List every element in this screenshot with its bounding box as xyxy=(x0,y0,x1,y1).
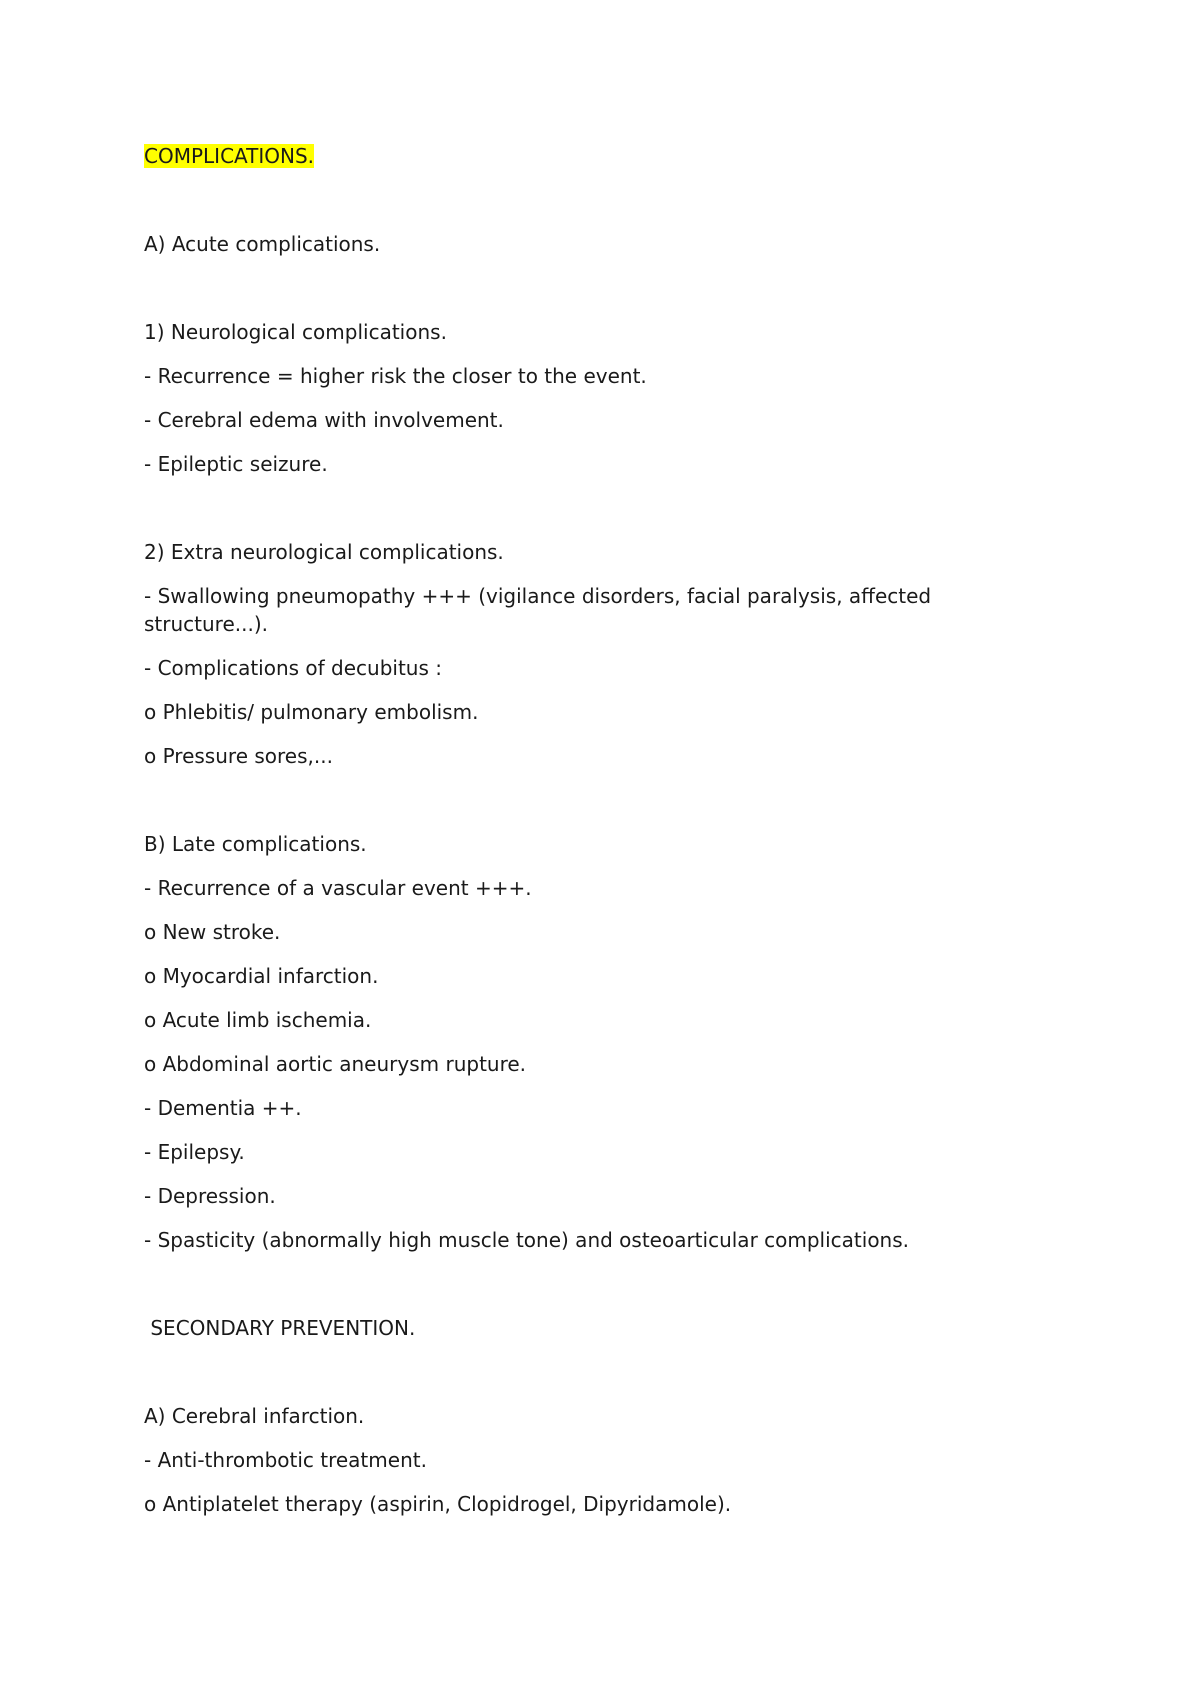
sub-list-item: o Phlebitis/ pulmonary embolism. xyxy=(144,700,479,724)
list-item: - Recurrence = higher risk the closer to the event. xyxy=(144,364,647,388)
sub-list-item: o Pressure sores,... xyxy=(144,744,333,768)
list-item: - Spasticity (abnormally high muscle tone) and osteoarticular complications. xyxy=(144,1228,910,1252)
list-item: - Epilepsy. xyxy=(144,1140,245,1164)
sub-list-item: o Myocardial infarction. xyxy=(144,964,379,988)
subsection-heading: A) Acute complications. xyxy=(144,232,381,256)
list-item: - Depression. xyxy=(144,1184,276,1208)
list-item: - Cerebral edema with involvement. xyxy=(144,408,504,432)
section-heading: SECONDARY PREVENTION. xyxy=(144,1316,416,1340)
subsection-heading: B) Late complications. xyxy=(144,832,367,856)
sub-list-item: o Acute limb ischemia. xyxy=(144,1008,372,1032)
list-item: - Dementia ++. xyxy=(144,1096,302,1120)
highlighted-heading-text: COMPLICATIONS. xyxy=(144,144,315,168)
list-item: - Swallowing pneumopathy +++ (vigilance disorders, facial paralysis, affected structure...). xyxy=(144,584,938,636)
list-item: - Anti-thrombotic treatment. xyxy=(144,1448,427,1472)
subsection-heading: A) Cerebral infarction. xyxy=(144,1404,365,1428)
list-heading: 2) Extra neurological complications. xyxy=(144,540,504,564)
list-item: - Complications of decubitus : xyxy=(144,656,442,680)
sub-list-item: o Antiplatelet therapy (aspirin, Clopidrogel, Dipyridamole). xyxy=(144,1492,732,1516)
list-item: - Recurrence of a vascular event +++. xyxy=(144,876,532,900)
section-heading xyxy=(144,142,1044,170)
list-heading: 1) Neurological complications. xyxy=(144,320,447,344)
list-item: - Epileptic seizure. xyxy=(144,452,328,476)
sub-list-item: o New stroke. xyxy=(144,920,281,944)
sub-list-item: o Abdominal aortic aneurysm rupture. xyxy=(144,1052,527,1076)
